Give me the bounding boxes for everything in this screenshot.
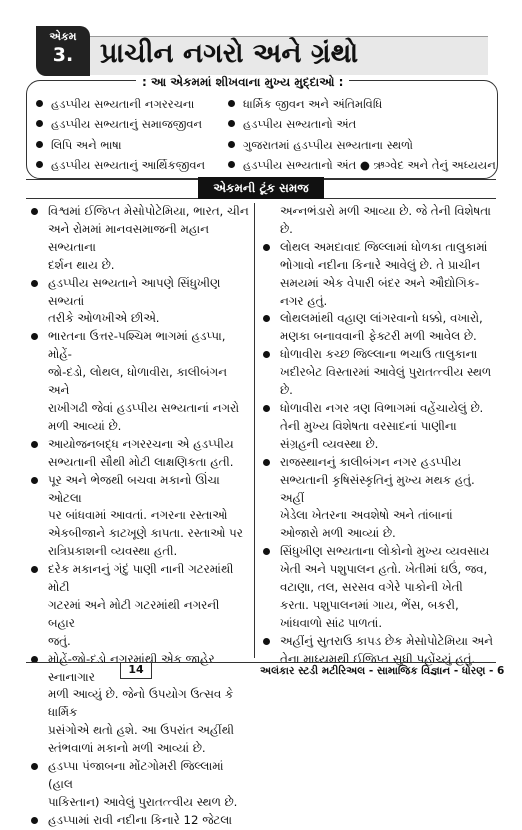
bullet-icon — [31, 333, 38, 340]
bullet-icon — [31, 441, 38, 448]
bullet-icon — [31, 280, 38, 287]
text-line: જતું. — [48, 633, 71, 648]
text-line: રાજસ્થાનનું કાલીબંગન નગર હડપ્પીય — [280, 454, 462, 469]
text-line: સંગ્રહની વ્યવસ્થા છે. — [280, 436, 379, 451]
key-point: હડપ્પીય સભ્યતાનું સમાજજીવન — [36, 117, 202, 131]
bullet-icon — [263, 351, 270, 358]
summary-item — [260, 543, 496, 633]
summary-item — [28, 436, 250, 472]
column-divider — [254, 203, 255, 658]
text-line: પર બાંધવામાં આવતાં. નગરના રસ્તાઓ — [48, 508, 228, 523]
summary-item — [28, 812, 250, 830]
text-line: છે. — [280, 383, 293, 398]
text-line: વિશ્વમાં ઈજિપ્ત મેસોપોટેમિયા, ભારત, ચીન — [48, 204, 249, 218]
bullet-icon — [36, 141, 43, 148]
unit-label: એકમ — [49, 30, 77, 43]
summary-heading: એકમની ટૂંક સમજ — [198, 177, 324, 199]
text-line: લોથલમાંથી વહાણ લાંગરવાનો ધક્કો, વખારો, — [280, 311, 483, 326]
bullet-icon — [31, 208, 38, 215]
key-point: ગુજરાતમાં હડપ્પીય સભ્યતાના સ્થળો — [228, 138, 413, 152]
key-point: લિપિ અને ભાષા — [36, 138, 122, 152]
bullet-icon — [31, 817, 38, 824]
summary-item — [260, 346, 496, 400]
page-title: પ્રાચીન નગરો અને ગ્રંથો — [100, 38, 359, 69]
text-line: અન્નભંડારો મળી આવ્યા છે. જે તેની વિશેષતા — [280, 204, 491, 218]
summary-item — [260, 239, 496, 311]
bullet-icon — [36, 120, 43, 127]
summary-item — [28, 758, 250, 812]
text-line: નગર હતું. — [280, 293, 328, 308]
text-line: સભ્યતાની સૌથી મોટી લાક્ષણિકતા હતી. — [48, 454, 234, 469]
text-line: સિંધુખીણ સભ્યતાના લોકોનો મુખ્ય વ્યવસાય — [280, 544, 490, 559]
text-line: ઓજારો મળી આવ્યાં છે. — [280, 526, 396, 541]
bullet-icon — [263, 638, 270, 645]
text-line: અહીંનું સુતરાઉ કાપડ છેક મેસોપોટેમિયા અને — [280, 633, 493, 648]
key-point: હડપ્પીય સભ્યતાની નગરરચના — [36, 97, 194, 111]
text-line: છે. — [280, 221, 293, 236]
left-column — [28, 203, 250, 830]
bullet-icon — [31, 763, 38, 770]
summary-item — [260, 310, 496, 346]
key-point: હડપ્પીય સભ્યતાનો અંત — [228, 117, 356, 131]
bullet-icon — [228, 100, 235, 107]
unit-number: 3. — [52, 44, 74, 66]
bullet-icon — [228, 141, 235, 148]
text-line: મોહેં-જો-દડો નગરમાંથી એક જાહેર સ્નાનાગાર — [48, 651, 215, 684]
text-line: હડપ્પામાં રાવી નદીના કિનારે 12 જેટલા — [48, 812, 233, 827]
key-points-heading: : આ એકમમાં શીખવાના મુખ્ય મુદ્દાઓ : — [136, 75, 349, 89]
bullet-icon — [263, 315, 270, 322]
key-point: હડપ્પીય સભ્યતાનું આર્થિકજીવન — [36, 158, 205, 172]
bullet-icon — [36, 100, 43, 107]
text-line: મળી આવ્યું છે. જેનો ઉપયોગ ઉત્સવ કે ધાર્મિક — [48, 687, 234, 720]
text-line: હડપ્પા પંજાબના મોંટગોમરી જિલ્લામાં (હાલ — [48, 759, 224, 791]
text-line: પ્રસંગોએ થતો હશે. આ ઉપરાંત અહીંથી — [48, 723, 235, 738]
text-line: દર્શન થાય છે. — [48, 257, 115, 272]
key-point: હડપ્પીય સભ્યતાનો અંત ● ઋગ્વેદ અને તેનું અધ્યયન — [228, 158, 496, 172]
text-line: સભ્યતાની કૃષિસંસ્કૃતિનું મુખ્ય મથક હતું. અહીં — [280, 472, 475, 505]
text-line: તેની મુખ્ય વિશેષતા વરસાદનાં પાણીના — [280, 418, 457, 433]
continued-text — [260, 203, 496, 239]
summary-item — [28, 561, 250, 651]
text-line: રાત્રિપ્રકાશની વ્યવસ્થા હતી. — [48, 544, 178, 559]
text-line: ભોગાવો નદીના કિનારે આવેલું છે. તે પ્રાચીન — [280, 257, 481, 272]
summary-item — [28, 472, 250, 562]
bullet-icon — [228, 120, 235, 127]
bullet-icon — [263, 244, 270, 251]
text-line: દરેક મકાનનું ગંદું પાણી નાની ગટરમાંથી મોટી — [48, 562, 234, 595]
summary-item — [28, 203, 250, 275]
bullet-icon — [263, 548, 270, 555]
text-line: સ્તંભવાળાં મકાનો મળી આવ્યાં છે. — [48, 741, 206, 756]
text-line: ધોળાવીરા નગર ત્રણ વિભાગમાં વહેંચાયેલું છે. — [280, 400, 484, 415]
text-line: પૂર અને ભેજથી બચવા મકાનો ઊંચા ઓટલા — [48, 472, 220, 505]
bullet-icon — [228, 161, 235, 168]
bullet-icon — [263, 405, 270, 412]
bullet-icon — [31, 477, 38, 484]
text-line: ખદીરબેટ વિસ્તારમાં આવેલું પુરાતત્ત્વીય સ્થળ — [280, 365, 492, 380]
text-line: હડપ્પીય સભ્યતાને આપણે સિંધુખીણ સભ્યતાં — [48, 275, 221, 308]
footer-text: અલંકાર સ્ટડી મટીરિઅલ - સામાજિક વિજ્ઞાન - ધોરણ - 6 — [260, 665, 505, 677]
text-line: તેના માધ્યમથી ઈજિપ્ત સુધી પહોંચ્યું હતું. — [280, 651, 476, 666]
key-point: ધાર્મિક જીવન અને અંતિમવિધિ — [228, 97, 382, 111]
summary-item — [260, 400, 496, 454]
text-line: જો-દડો, લોથલ, ધોળાવીરા, કાલીબંગન અને — [48, 365, 227, 398]
text-line: તરીકે ઓળખીએ છીએ. — [48, 311, 160, 326]
text-line: એકબીજાને કાટખૂણે કાપતા. રસ્તાઓ પર — [48, 526, 243, 541]
text-line: આયોજનબદ્ધ નગરરચના એ હડપ્પીય — [48, 436, 234, 451]
text-line: ધોળાવીરા કચ્છ જિલ્લાના ભચાઉ તાલુકાના — [280, 347, 478, 362]
text-line: પાકિસ્તાન) આવેલું પુરાતત્ત્વીય સ્થળ છે. — [48, 794, 238, 809]
summary-item — [28, 328, 250, 435]
summary-item — [260, 454, 496, 544]
bullet-icon — [263, 459, 270, 466]
text-line: ગટરમાં અને મોટી ગટરમાંથી નગરની બહાર — [48, 597, 220, 630]
unit-badge — [36, 26, 90, 76]
text-line: મળી આવ્યાં છે. — [48, 418, 122, 433]
bullet-icon — [36, 161, 43, 168]
text-line: ખાંધવાળો સાંઢ પાળતાં. — [280, 615, 383, 630]
text-line: ખેતી અને પશુપાલન હતો. ખેતીમાં ઘઉં, જવ, — [280, 562, 488, 577]
text-line: લોથલ અમદાવાદ જિલ્લામાં ધોળકા તાલુકામાં — [280, 239, 488, 254]
text-line: વટાણા, તલ, સરસવ વગેરે પાકોની ખેતી — [280, 580, 463, 595]
page-number: 14 — [120, 662, 152, 679]
text-line: રાખીગઢી જેવાં હડપ્પીય સભ્યતાનાં નગરો — [48, 400, 240, 415]
text-line: સમયમાં એક વેપારી બંદર અને ઔદ્યોગિક- — [280, 275, 480, 290]
text-line: ભારતના ઉત્તર-પશ્ચિમ ભાગમાં હડપ્પા, મોહેં- — [48, 329, 226, 362]
footer-rule — [26, 662, 496, 663]
bullet-icon — [31, 566, 38, 573]
text-line: કરતા. પશુપાલનમાં ગાય, ભેંસ, બકરી, — [280, 597, 459, 612]
text-line: અને રોમમાં માનવસમાજની મહાન સભ્યતાના — [48, 221, 209, 254]
text-line: મણકા બનાવવાની ફેક્ટરી મળી આવેલ છે. — [280, 329, 477, 344]
text-line: ખેડેલા ખેતરના અવશેષો અને તાંબાનાં — [280, 508, 453, 523]
right-column — [260, 203, 496, 669]
summary-item — [28, 275, 250, 329]
